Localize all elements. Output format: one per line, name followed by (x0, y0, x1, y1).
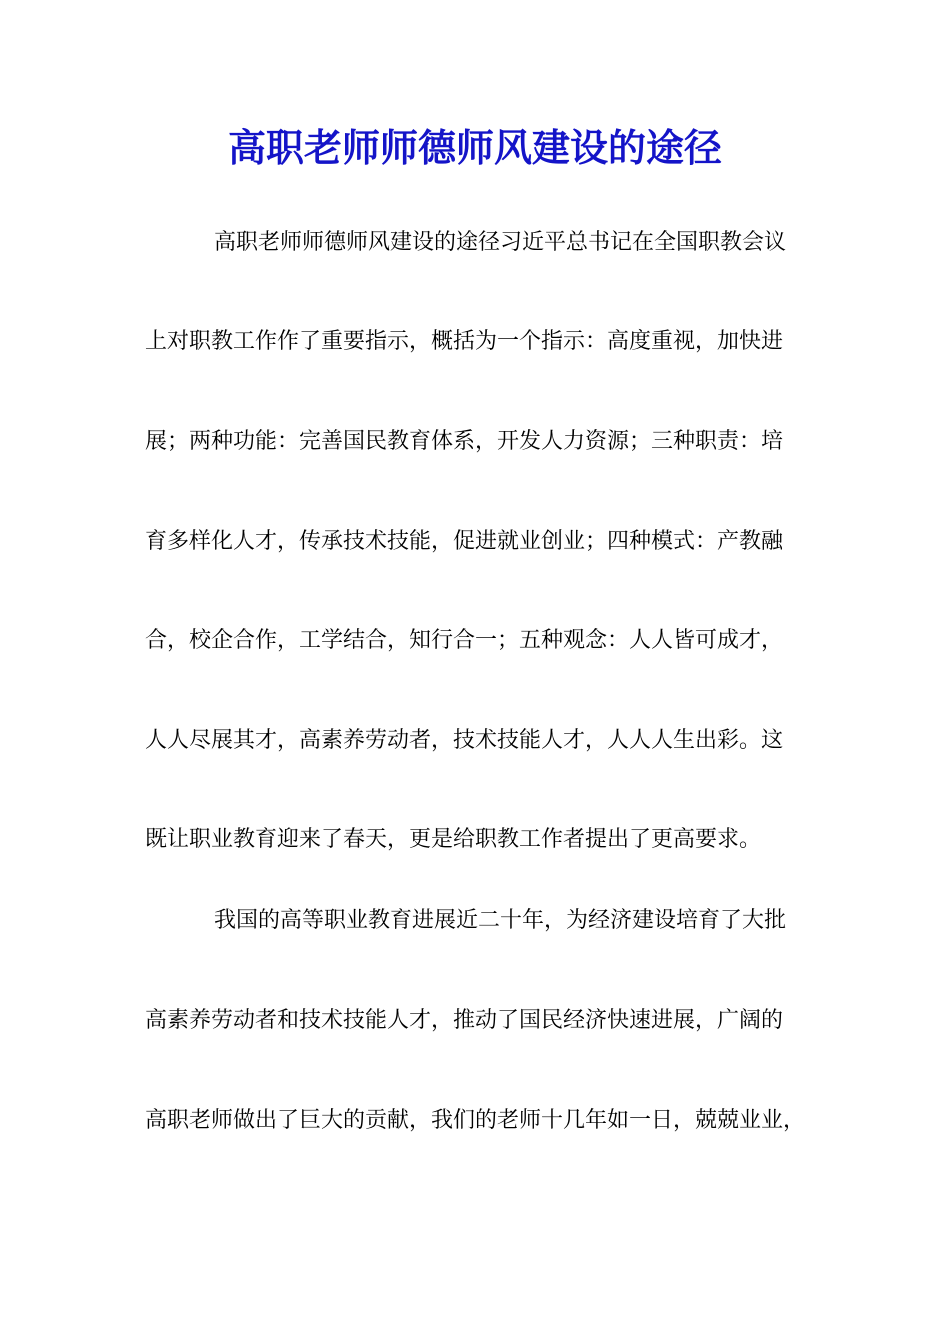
paragraph-1-line-4: 育多样化人才，传承技术技能，促进就业创业；四种模式：产教融 (145, 529, 784, 554)
paragraph-2-line-3: 高职老师做出了巨大的贡献，我们的老师十几年如一日，兢兢业业， (145, 1108, 806, 1133)
paragraph-1-line-5: 合，校企合作，工学结合，知行合一；五种观念：人人皆可成才， (145, 628, 784, 653)
paragraph-1-line-6: 人人尽展其才，高素养劳动者，技术技能人才，人人人生出彩。这 (145, 728, 784, 753)
paragraph-2-line-1: 我国的高等职业教育进展近二十年，为经济建设培育了大批 (214, 908, 787, 933)
document-title: 高职老师师德师风建设的途径 (227, 125, 722, 170)
paragraph-1-line-1: 高职老师师德师风建设的途径习近平总书记在全国职教会议 (214, 230, 787, 255)
paragraph-1-line-3: 展；两种功能：完善国民教育体系，开发人力资源；三种职责：培 (145, 429, 784, 454)
paragraph-2-line-2: 高素养劳动者和技术技能人才，推动了国民经济快速进展，广阔的 (145, 1008, 784, 1033)
paragraph-1-line-7: 既让职业教育迎来了春天，更是给职教工作者提出了更高要求。 (145, 827, 762, 852)
paragraph-1-line-2: 上对职教工作作了重要指示，概括为一个指示：高度重视，加快进 (145, 329, 784, 354)
